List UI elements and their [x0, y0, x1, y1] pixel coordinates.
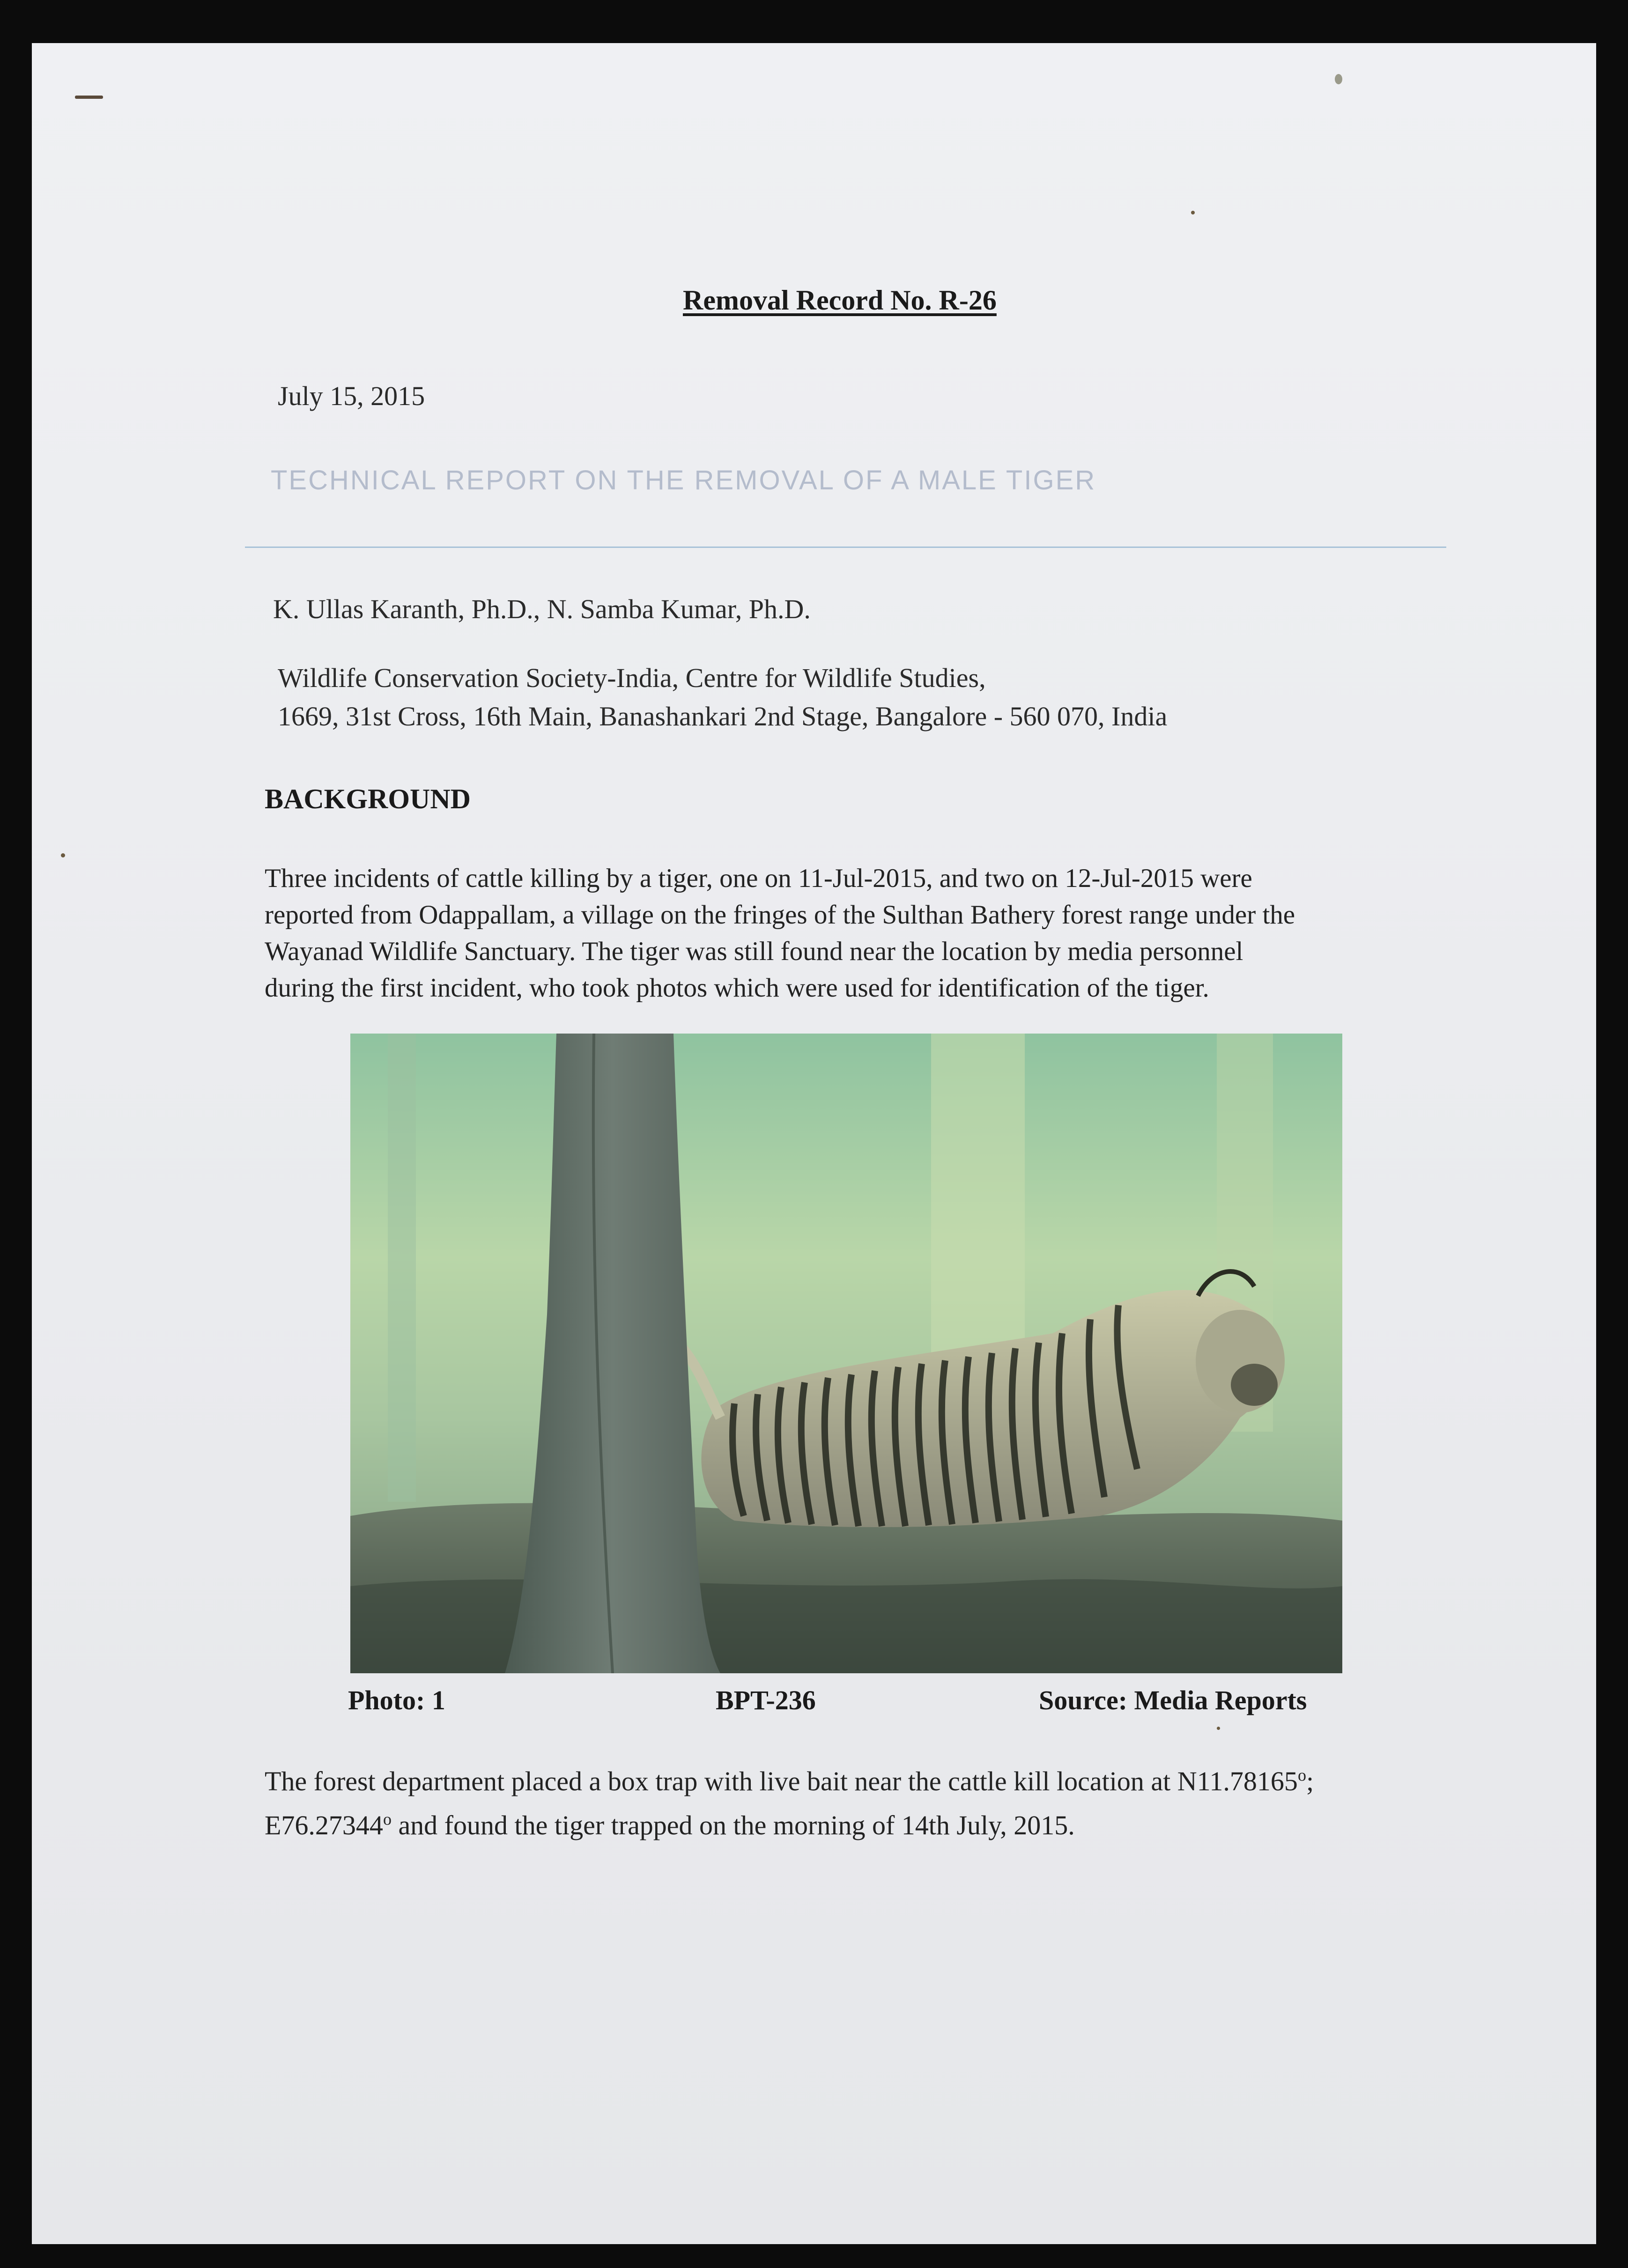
tiger-photo-illustration [350, 1034, 1342, 1673]
paper-mark [61, 853, 65, 857]
record-title: Removal Record No. R-26 [683, 285, 997, 316]
paper-mark [75, 96, 103, 99]
paragraph-line: Wayanad Wildlife Sanctuary. The tiger was still found near the location by media personnel [265, 937, 1243, 966]
paper-mark [1335, 74, 1342, 84]
degree-mark: o [1297, 1766, 1306, 1785]
affiliation-line: Wildlife Conservation Society-India, Centre for Wildlife Studies, [278, 663, 986, 693]
paragraph-text: ; [1306, 1766, 1314, 1796]
heading-divider [245, 547, 1446, 548]
section-heading-background: BACKGROUND [265, 783, 471, 814]
paragraph-line: Three incidents of cattle killing by a tiger, one on 11-Jul-2015, and two on 12-Jul-2015 were [265, 864, 1252, 893]
paper-mark [1217, 1727, 1220, 1730]
paragraph-line: during the first incident, who took photos which were used for identification of the tiger. [265, 973, 1209, 1003]
paragraph-text: The forest department placed a box trap with live bait near the cattle kill location at N11.78165 [265, 1766, 1298, 1796]
paragraph-line: reported from Odappallam, a village on the fringes of the Sulthan Bathery forest range under the [265, 900, 1295, 930]
photo-id: BPT-236 [716, 1685, 816, 1715]
report-heading: TECHNICAL REPORT ON THE REMOVAL OF A MALE TIGER [271, 465, 1096, 495]
photo-source: Source: Media Reports [1039, 1685, 1307, 1715]
affiliation [278, 659, 1167, 736]
paper-mark [1191, 211, 1195, 214]
paragraph-text: and found the tiger trapped on the morning of 14th July, 2015. [391, 1810, 1075, 1840]
authors: K. Ullas Karanth, Ph.D., N. Samba Kumar, Ph.D. [273, 594, 811, 624]
paragraph-text: E76.27344 [265, 1810, 383, 1840]
paragraph-line [265, 1803, 1478, 1847]
affiliation-line: 1669, 31st Cross, 16th Main, Banashankari 2nd Stage, Bangalore - 560 070, India [278, 701, 1168, 731]
photo-label: Photo: 1 [348, 1685, 445, 1715]
tiger-photo [350, 1034, 1342, 1673]
paper-sheet [32, 43, 1596, 2244]
report-date: July 15, 2015 [278, 381, 425, 411]
paragraph-line [265, 1759, 1478, 1803]
trap-paragraph [265, 1759, 1478, 1847]
degree-mark: o [383, 1810, 392, 1829]
background-paragraph [265, 860, 1478, 1006]
